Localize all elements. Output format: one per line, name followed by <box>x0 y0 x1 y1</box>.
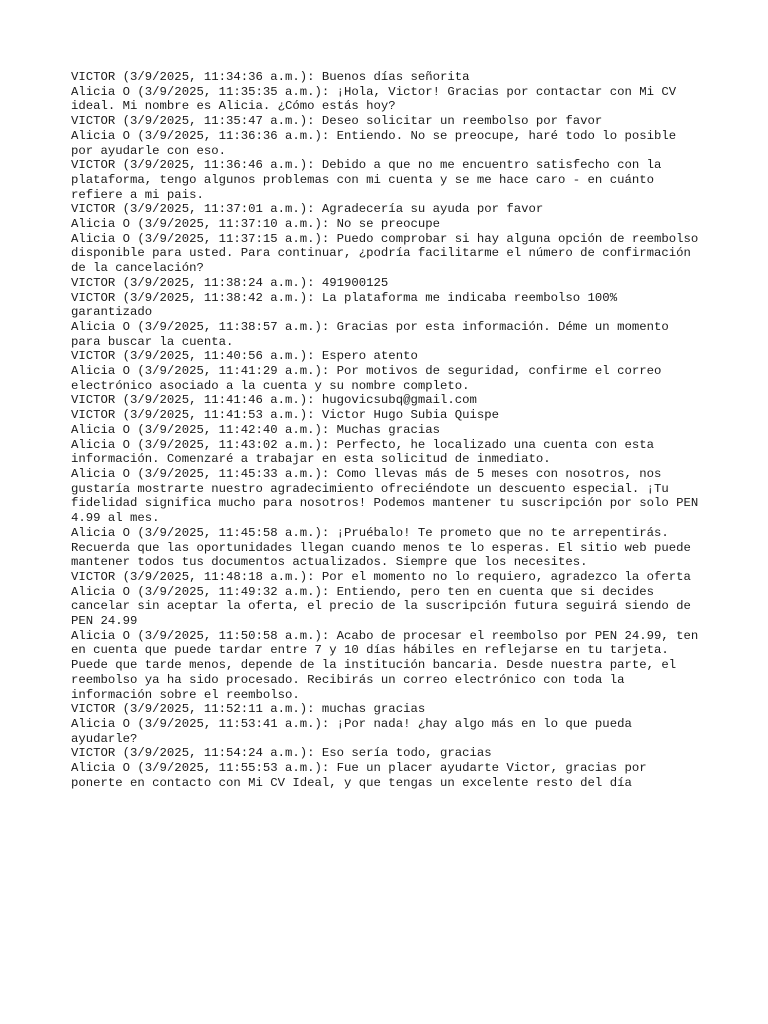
transcript-line: Alicia O (3/9/2025, 11:35:35 a.m.): ¡Hola, Victor! Gracias por contactar con Mi CV ideal. Mi nombre es Alicia. ¿Cómo estás hoy? <box>71 84 677 114</box>
transcript-line: Alicia O (3/9/2025, 11:37:15 a.m.): Puedo comprobar si hay alguna opción de reembolso disponible para usted. Para continuar, ¿podría facilitarme el número de confirmación de la cancelación? <box>71 231 699 276</box>
transcript-line: VICTOR (3/9/2025, 11:48:18 a.m.): Por el momento no lo requiero, agradezco la oferta <box>71 569 691 584</box>
transcript-line: VICTOR (3/9/2025, 11:41:53 a.m.): Victor Hugo Subia Quispe <box>71 408 500 423</box>
transcript-line: Alicia O (3/9/2025, 11:42:40 a.m.): Muchas gracias <box>71 422 440 437</box>
transcript-line: VICTOR (3/9/2025, 11:54:24 a.m.): Eso sería todo, gracias <box>71 746 492 761</box>
chat-transcript <box>71 70 701 790</box>
transcript-line: Alicia O (3/9/2025, 11:53:41 a.m.): ¡Por nada! ¿hay algo más en lo que pueda ayudarle? <box>71 716 632 746</box>
transcript-line: Alicia O (3/9/2025, 11:38:57 a.m.): Gracias por esta información. Déme un momento para buscar la cuenta. <box>71 319 669 349</box>
transcript-line: VICTOR (3/9/2025, 11:38:42 a.m.): La plataforma me indicaba reembolso 100% garantizado <box>71 290 618 320</box>
transcript-line: Alicia O (3/9/2025, 11:45:33 a.m.): Como llevas más de 5 meses con nosotros, nos gustaría mostrarte nuestro agradecimiento ofreciéndote un descuento especial. ¡Tu fidelidad significa mucho para nosotros! Podemos mantener tu suscripción por solo PEN 4.99 al mes. <box>71 466 699 526</box>
transcript-line: Alicia O (3/9/2025, 11:41:29 a.m.): Por motivos de seguridad, confirme el correo electrónico asociado a la cuenta y su nombre completo. <box>71 364 662 393</box>
transcript-line: Alicia O (3/9/2025, 11:43:02 a.m.): Perfecto, he localizado una cuenta con esta información. Comenzaré a trabajar en esta solicitud de inmediato. <box>71 437 654 467</box>
transcript-line: VICTOR (3/9/2025, 11:40:56 a.m.): Espero atento <box>71 349 418 364</box>
transcript-line: Alicia O (3/9/2025, 11:49:32 a.m.): Entiendo, pero ten en cuenta que si decides cancelar sin aceptar la oferta, el precio de la suscripción futura seguirá siendo de PEN 24.99 <box>71 584 691 629</box>
transcript-line: VICTOR (3/9/2025, 11:37:01 a.m.): Agradecería su ayuda por favor <box>71 202 544 217</box>
transcript-line: Alicia O (3/9/2025, 11:55:53 a.m.): Fue un placer ayudarte Victor, gracias por ponerte en contacto con Mi CV Ideal, y que tengas un excelente resto del día <box>71 761 647 790</box>
transcript-line: VICTOR (3/9/2025, 11:38:24 a.m.): 491900125 <box>71 275 389 290</box>
transcript-line: VICTOR (3/9/2025, 11:52:11 a.m.): muchas gracias <box>71 702 426 717</box>
transcript-line: Alicia O (3/9/2025, 11:36:36 a.m.): Entiendo. No se preocupe, haré todo lo posible por ayudarle con eso. <box>71 128 677 158</box>
transcript-line: VICTOR (3/9/2025, 11:36:46 a.m.): Debido a que no me encuentro satisfecho con la plataforma, tengo algunos problemas con mi cuenta y se me hace caro - en cuánto refiere a mi pais. <box>71 158 662 202</box>
transcript-line: VICTOR (3/9/2025, 11:41:46 a.m.): hugovicsubq@gmail.com <box>71 393 477 408</box>
transcript-line: VICTOR (3/9/2025, 11:35:47 a.m.): Deseo solicitar un reembolso por favor <box>71 114 603 129</box>
transcript-line: Alicia O (3/9/2025, 11:37:10 a.m.): No se preocupe <box>71 217 440 232</box>
transcript-line: Alicia O (3/9/2025, 11:50:58 a.m.): Acabo de procesar el reembolso por PEN 24.99, ten en cuenta que puede tardar entre 7 y 10 días hábiles en reflejarse en tu tarjeta. Puede que tarde menos, depende de la institución bancaria. Desde nuestra parte, el reembolso ya ha sido procesado. Recibirás un correo electrónico con toda la información sobre el reembolso. <box>71 628 699 702</box>
transcript-line: Alicia O (3/9/2025, 11:45:58 a.m.): ¡Pruébalo! Te prometo que no te arrepentirás. Recuerda que las oportunidades llegan cuando menos te lo esperas. El sitio web puede mantener todos tus documentos actualizados. Siempre que los necesites. <box>71 525 691 570</box>
transcript-line: VICTOR (3/9/2025, 11:34:36 a.m.): Buenos días señorita <box>71 70 470 84</box>
